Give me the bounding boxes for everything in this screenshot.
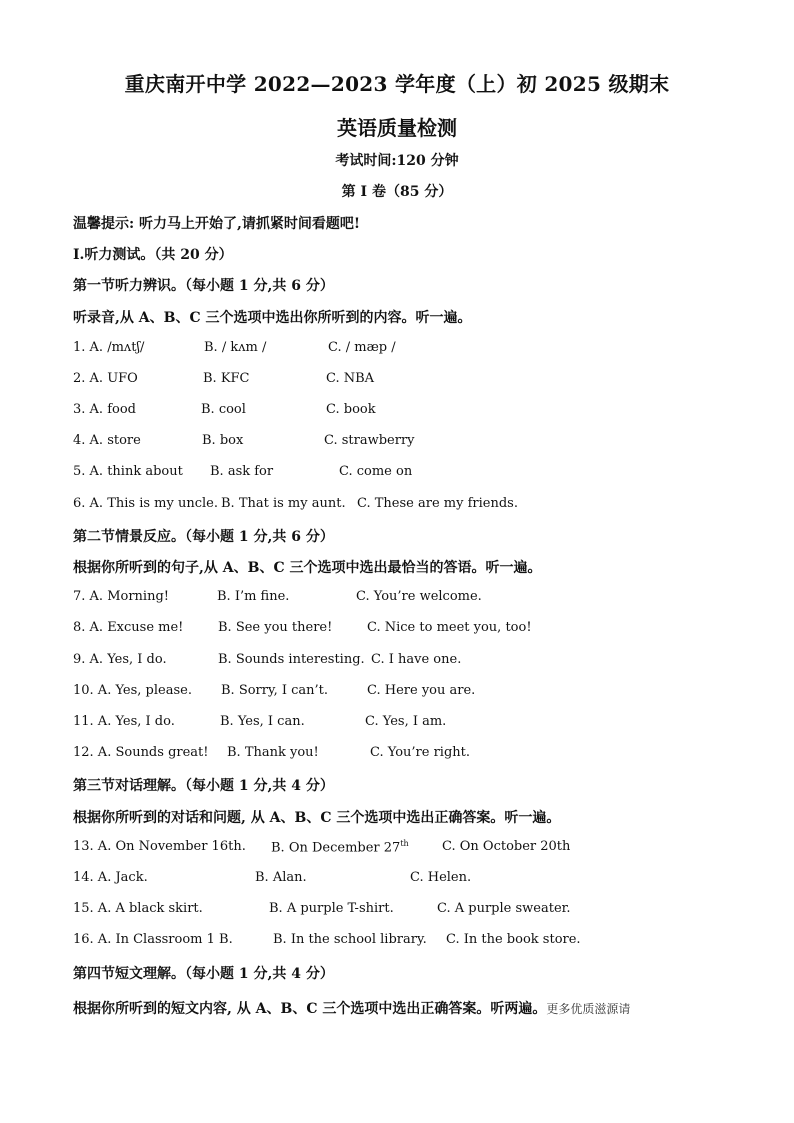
option-c: C. These are my friends. [357, 496, 518, 511]
exam-subtitle: 英语质量检测 [337, 116, 457, 140]
section1-instruction: 听录音,从 A、B、C 三个选项中选出你所听到的内容。听一遍。 [73, 310, 472, 326]
option-c: C. On October 20th [442, 839, 571, 854]
question-row [73, 683, 733, 701]
option-c: C. I have one. [371, 652, 462, 667]
option-a: 12. A. Sounds great! [73, 745, 209, 760]
option-b: B. box [202, 433, 244, 448]
option-c: C. NBA [326, 371, 375, 386]
section2-heading: 第二节情景反应。（每小题 1 分,共 6 分） [73, 529, 334, 545]
option-c: C. Yes, I am. [365, 714, 447, 729]
option-c: C. Helen. [410, 870, 472, 885]
question-row [73, 901, 733, 919]
option-c: C. In the book store. [446, 932, 581, 947]
question-row [73, 433, 733, 451]
section4-instruction [73, 998, 630, 1018]
question-row [73, 402, 733, 420]
question-row [73, 652, 733, 670]
option-c: C. / mæp / [328, 340, 396, 355]
question-row [73, 496, 733, 514]
question-row [73, 464, 733, 482]
exam-title: 重庆南开中学 2022—2023 学年度（上）初 2025 级期末 [124, 72, 670, 96]
section3-heading: 第三节对话理解。（每小题 1 分,共 4 分） [73, 778, 334, 794]
option-a: 16. A. In Classroom 1 B. [73, 932, 233, 947]
question-row [73, 870, 733, 888]
option-a: 6. A. This is my uncle. [73, 496, 218, 511]
option-b: B. A purple T-shirt. [269, 901, 394, 916]
option-c: C. book [326, 402, 376, 417]
option-a: 15. A. A black skirt. [73, 901, 203, 916]
option-a: 1. A. /mʌtʃ/ [73, 340, 145, 355]
option-a: 5. A. think about [73, 464, 183, 479]
section3-instruction: 根据你所听到的对话和问题, 从 A、B、C 三个选项中选出正确答案。听一遍。 [73, 810, 561, 826]
option-a: 4. A. store [73, 433, 141, 448]
option-b: B. / kʌm / [204, 340, 267, 355]
option-b: B. Sounds interesting. [218, 652, 365, 667]
option-a: 9. A. Yes, I do. [73, 652, 167, 667]
question-row [73, 371, 733, 389]
option-a: 7. A. Morning! [73, 589, 169, 604]
question-row [73, 340, 733, 358]
option-b: B. KFC [203, 371, 250, 386]
option-b: B. Alan. [255, 870, 307, 885]
option-c: C. Here you are. [367, 683, 476, 698]
option-b: B. Sorry, I can’t. [221, 683, 329, 698]
option-c: C. Nice to meet you, too! [367, 620, 532, 635]
option-c: C. strawberry [324, 433, 415, 448]
question-row [73, 745, 733, 763]
question-row [73, 714, 733, 732]
option-b [271, 839, 409, 855]
section4-heading: 第四节短文理解。（每小题 1 分,共 4 分） [73, 966, 334, 982]
option-a: 11. A. Yes, I do. [73, 714, 175, 729]
option-b: B. cool [201, 402, 246, 417]
option-a: 10. A. Yes, please. [73, 683, 192, 698]
section2-instruction: 根据你所听到的句子,从 A、B、C 三个选项中选出最恰当的答语。听一遍。 [73, 560, 542, 576]
question-row [73, 589, 733, 607]
option-a: 8. A. Excuse me! [73, 620, 184, 635]
part-heading: I.听力测试。（共 20 分） [73, 247, 233, 263]
option-c: C. You’re right. [370, 745, 470, 760]
option-c: C. come on [339, 464, 413, 479]
volume-label: 第 I 卷（85 分） [341, 184, 453, 200]
option-b: B. I’m fine. [217, 589, 290, 604]
option-b: B. In the school library. [273, 932, 427, 947]
option-b: B. See you there! [218, 620, 333, 635]
option-a: 14. A. Jack. [73, 870, 148, 885]
tip-text: 温馨提示: 听力马上开始了,请抓紧时间看题吧! [73, 216, 361, 232]
option-b: B. Thank you! [227, 745, 319, 760]
option-b-text: B. On December 27 [271, 840, 401, 856]
option-b: B. That is my aunt. [221, 496, 346, 511]
section1-heading: 第一节听力辨识。（每小题 1 分,共 6 分） [73, 278, 334, 294]
option-a: 13. A. On November 16th. [73, 839, 246, 854]
option-a: 3. A. food [73, 402, 136, 417]
option-c: C. You’re welcome. [356, 589, 482, 604]
option-a: 2. A. UFO [73, 371, 138, 386]
option-b: B. Yes, I can. [220, 714, 305, 729]
watermark-text: 更多优质滋源请 [546, 1002, 631, 1016]
section4-instruction-text: 根据你所听到的短文内容, 从 A、B、C 三个选项中选出正确答案。听两遍。 [73, 1001, 547, 1017]
question-row [73, 932, 733, 950]
question-row [73, 620, 733, 638]
question-row [73, 839, 733, 857]
ordinal-suffix: th [400, 839, 409, 848]
exam-time: 考试时间:120 分钟 [335, 153, 459, 169]
option-b: B. ask for [210, 464, 274, 479]
option-c: C. A purple sweater. [437, 901, 571, 916]
